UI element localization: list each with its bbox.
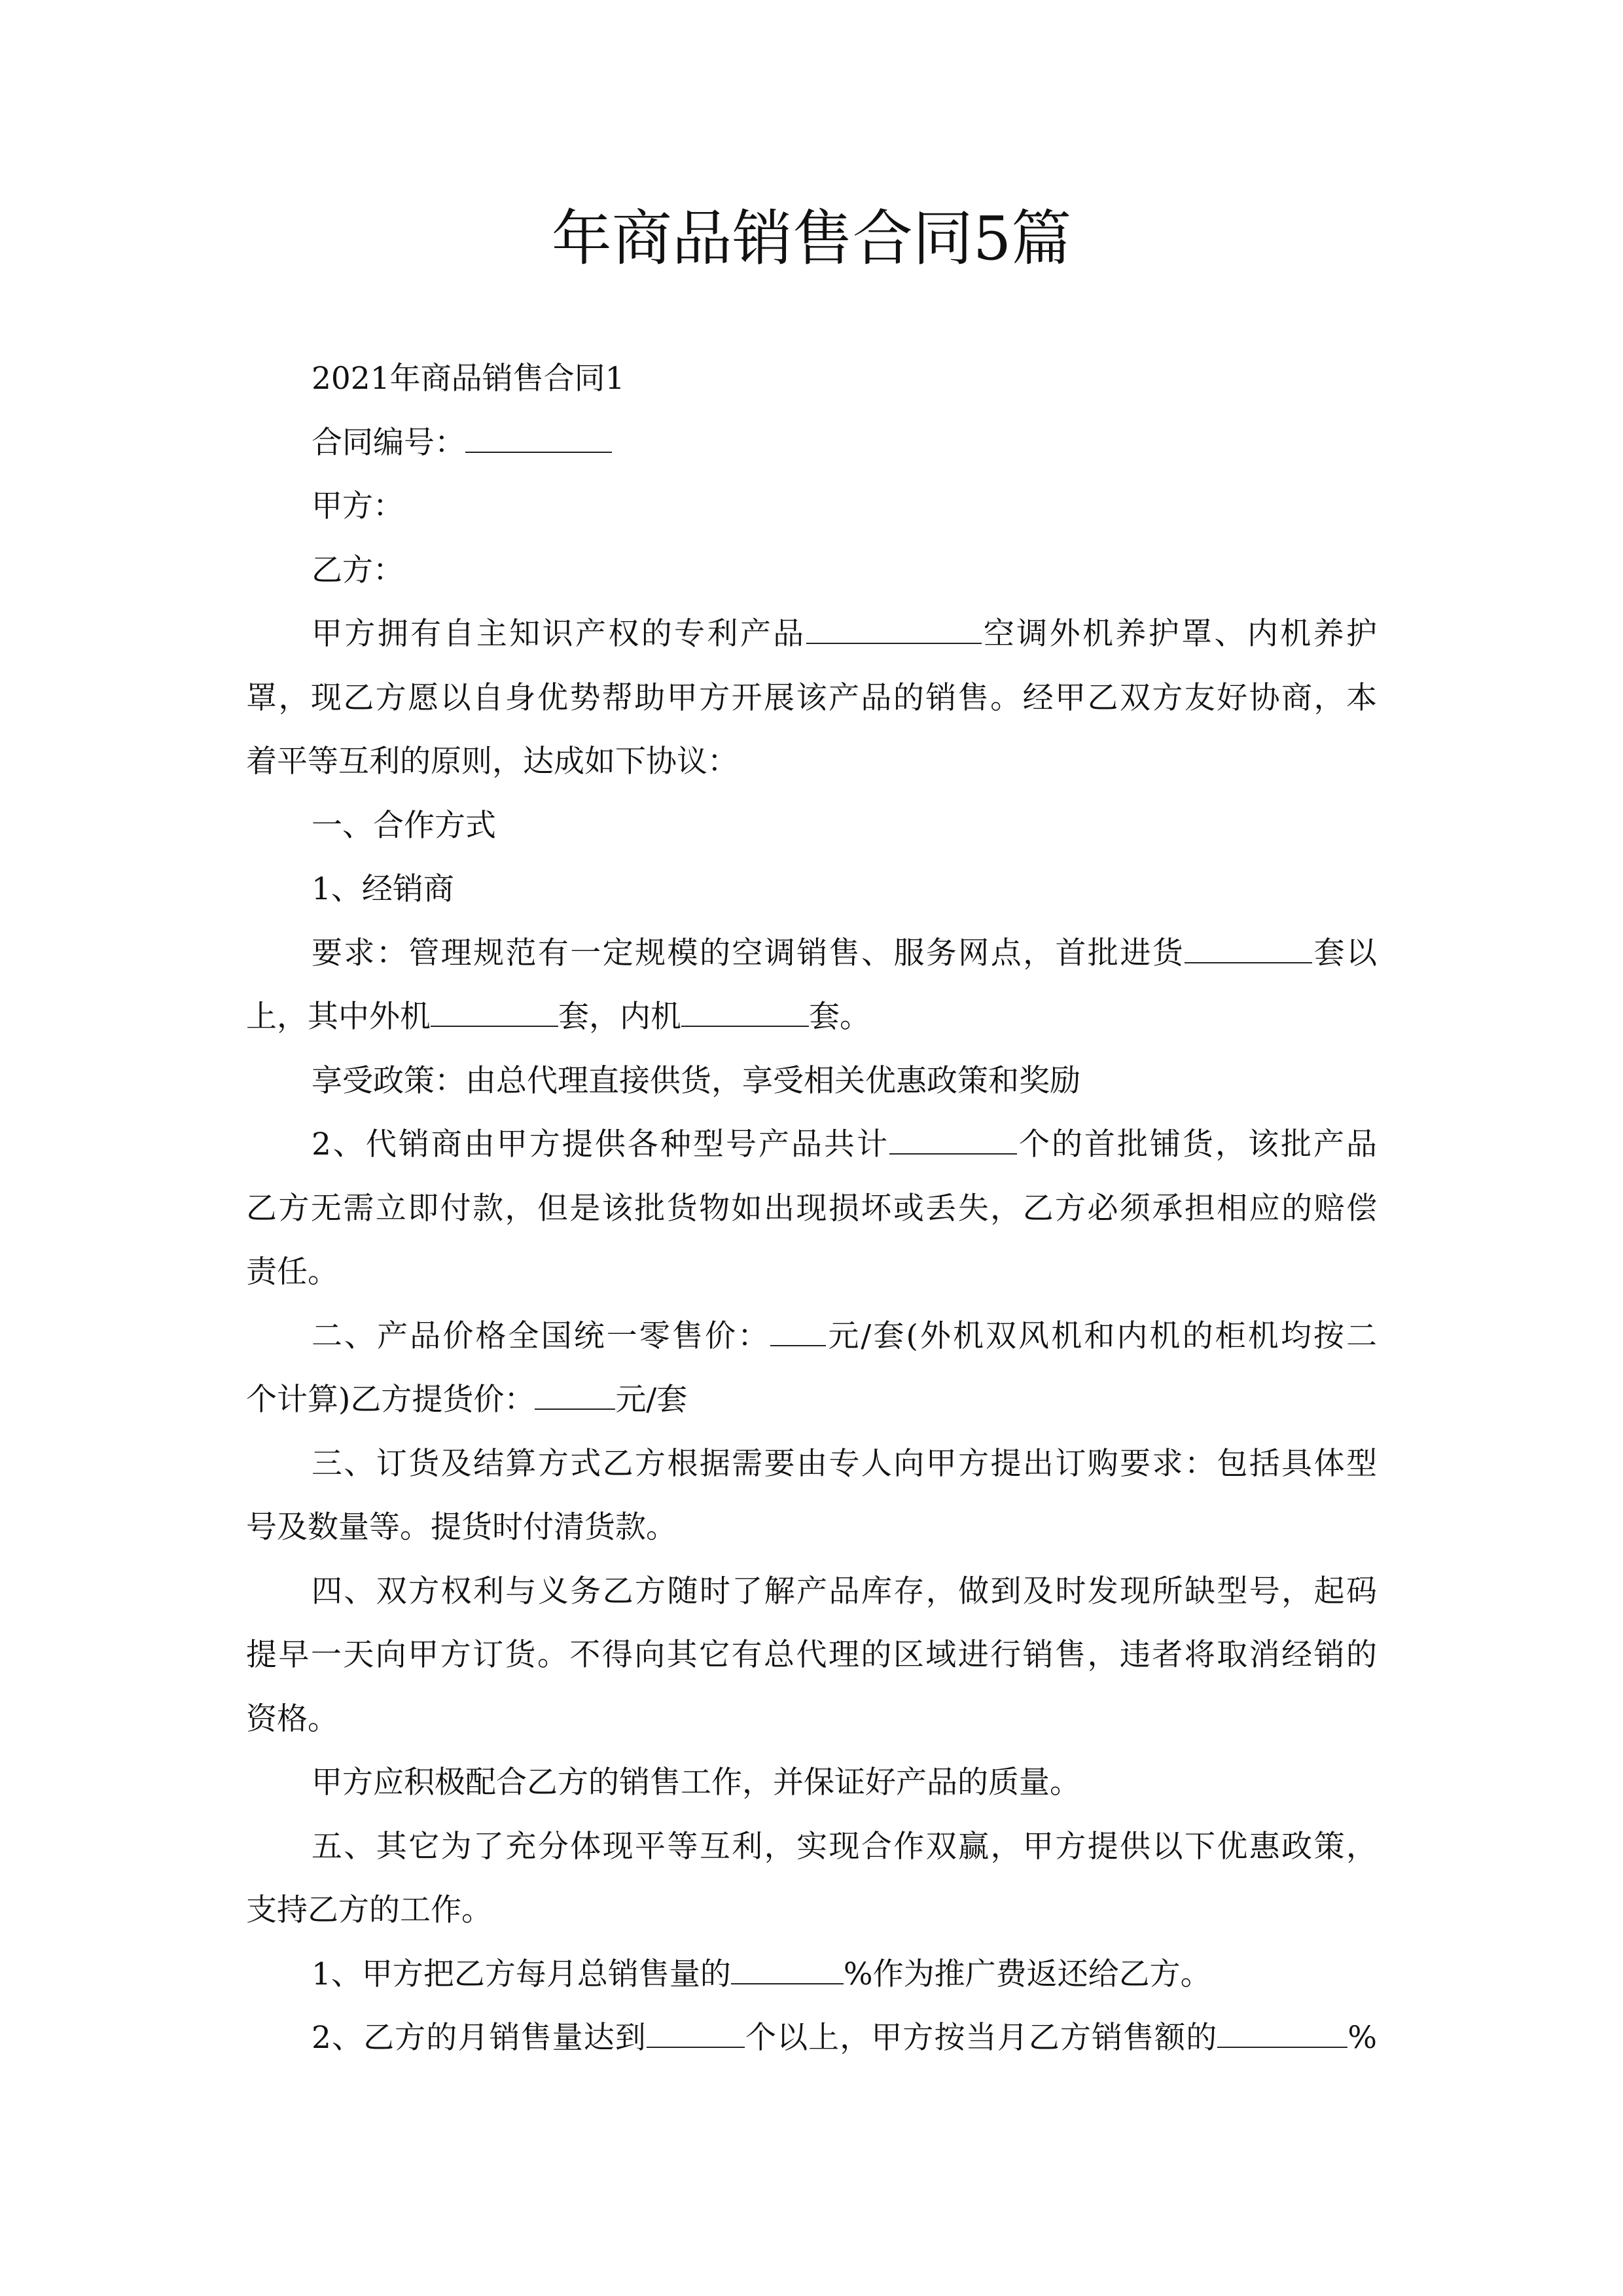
text-segment: 2021年商品销售合同1 <box>312 361 625 397</box>
text-segment: 着平等互利的原则，达成如下协议： <box>246 744 738 780</box>
text-segment: 享受政策：由总代理直接供货，享受相关优惠政策和奖励 <box>312 1062 1080 1099</box>
text-segment: 1、甲方把乙方每月总销售量的 <box>312 1956 731 1992</box>
fill-in-blank <box>535 1369 615 1410</box>
text-line <box>246 730 1377 794</box>
text-line <box>246 1113 1377 1177</box>
text-segment: 套。 <box>809 999 870 1035</box>
text-line <box>246 411 1377 475</box>
text-segment: % <box>1347 2020 1377 2056</box>
text-line <box>246 857 1377 922</box>
text-line <box>246 1049 1377 1113</box>
text-line <box>246 985 1377 1049</box>
document-body <box>246 347 1377 2070</box>
text-segment: 罩，现乙方愿以自身优势帮助甲方开展该产品的销售。经甲乙双方友好协商，本 <box>246 679 1377 716</box>
text-segment: 五、其它为了充分体现平等互利，实现合作双赢，甲方提供以下优惠政策， <box>312 1828 1377 1865</box>
text-segment: 号及数量等。提货时付清货款。 <box>246 1509 677 1545</box>
text-line <box>246 666 1377 730</box>
fill-in-blank <box>431 986 558 1027</box>
text-segment: 甲方拥有自主知识产权的专利产品 <box>312 616 806 652</box>
text-segment: 个计算)乙方提货价： <box>246 1382 535 1418</box>
text-line <box>246 1878 1377 1943</box>
text-segment: 要求：管理规范有一定规模的空调销售、服务网点，首批进货 <box>312 935 1185 971</box>
text-line <box>246 794 1377 858</box>
fill-in-blank <box>647 2007 745 2048</box>
text-line <box>246 1815 1377 1879</box>
text-segment: 责任。 <box>246 1254 338 1290</box>
fill-in-blank <box>806 603 982 644</box>
text-segment: 空调外机养护罩、内机养护 <box>981 616 1378 652</box>
text-segment: 乙方无需立即付款，但是该批货物如出现损坏或丢失，乙方必须承担相应的赔偿 <box>246 1190 1377 1227</box>
text-line <box>246 1751 1377 1815</box>
text-segment: %作为推广费返还给乙方。 <box>843 1956 1211 1992</box>
text-line <box>246 1496 1377 1560</box>
text-line <box>246 922 1377 986</box>
text-segment: 套以 <box>1312 935 1377 971</box>
fill-in-blank <box>1185 923 1312 963</box>
text-segment: 个的首批铺货，该批产品 <box>1016 1126 1378 1162</box>
text-line <box>246 1304 1377 1369</box>
fill-in-blank <box>770 1306 826 1346</box>
document-title: 年商品销售合同5篇 <box>551 204 1072 274</box>
text-segment: 支持乙方的工作。 <box>246 1892 492 1928</box>
text-line <box>246 475 1377 539</box>
text-line <box>246 2006 1377 2070</box>
text-line <box>246 1687 1377 1751</box>
text-segment: 三、订货及结算方式乙方根据需要由专人向甲方提出订购要求：包括具体型 <box>312 1445 1377 1482</box>
fill-in-blank <box>1217 2007 1347 2048</box>
text-segment: 合同编号： <box>312 424 465 461</box>
text-segment: 乙方： <box>312 552 404 588</box>
fill-in-blank <box>731 1944 844 1984</box>
text-segment: 2、乙方的月销售量达到 <box>312 2020 647 2056</box>
text-line <box>246 602 1377 666</box>
text-segment: 2、代销商由甲方提供各种型号产品共计 <box>312 1126 889 1162</box>
text-line <box>246 1432 1377 1496</box>
text-line <box>246 1177 1377 1241</box>
text-line <box>246 1368 1377 1432</box>
fill-in-blank <box>889 1114 1017 1155</box>
text-segment: 上，其中外机 <box>246 999 431 1035</box>
text-segment: 个以上，甲方按当月乙方销售额的 <box>744 2020 1218 2056</box>
text-segment: 甲方应积极配合乙方的销售工作，并保证好产品的质量。 <box>312 1765 1080 1801</box>
fill-in-blank <box>681 986 809 1027</box>
text-segment: 一、合作方式 <box>312 807 496 844</box>
text-line <box>246 347 1377 411</box>
text-segment: 四、双方权利与义务乙方随时了解产品库存，做到及时发现所缺型号，起码 <box>312 1573 1377 1609</box>
text-segment: 元/套(外机双风机和内机的柜机均按二 <box>826 1318 1378 1354</box>
fill-in-blank <box>465 412 612 453</box>
text-segment: 1、经销商 <box>312 871 454 907</box>
text-line <box>246 1240 1377 1304</box>
text-segment: 套，内机 <box>558 999 681 1035</box>
text-segment: 甲方： <box>312 488 404 524</box>
text-segment: 二、产品价格全国统一零售价： <box>312 1318 771 1354</box>
text-line <box>246 1560 1377 1624</box>
text-segment: 提早一天向甲方订货。不得向其它有总代理的区域进行销售，违者将取消经销的 <box>246 1637 1377 1673</box>
text-segment: 资格。 <box>246 1700 338 1737</box>
text-line <box>246 539 1377 603</box>
text-segment: 元/套 <box>615 1382 688 1418</box>
text-line <box>246 1623 1377 1687</box>
text-line <box>246 1943 1377 2007</box>
